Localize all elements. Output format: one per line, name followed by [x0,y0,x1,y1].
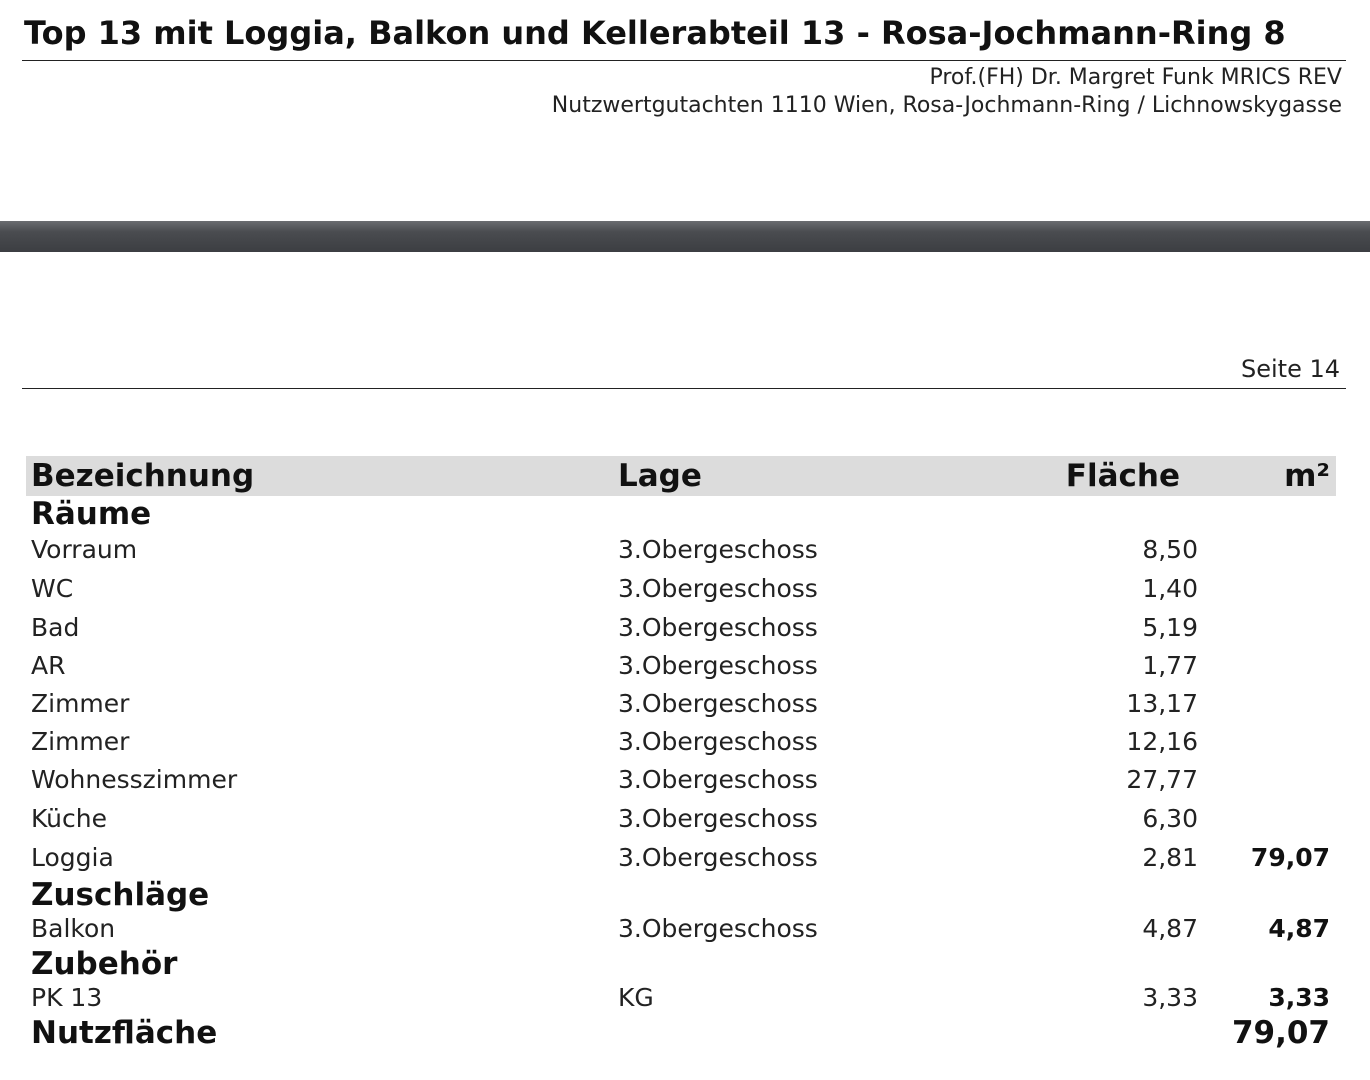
room-lage: KG [618,983,654,1012]
section-title: Zuschläge [31,877,210,913]
area-table [26,456,1336,1055]
col-header-lage: Lage [618,458,702,494]
room-flaeche: 3,33 [1142,983,1198,1012]
section-title: Zubehör [31,946,178,982]
col-header-unit: m² [1284,458,1330,494]
table-row [26,725,1336,763]
page-divider [22,388,1346,389]
room-name: Küche [31,804,107,833]
table-row [26,841,1336,877]
row-sum: 79,07 [1250,843,1330,872]
table-row [26,687,1336,725]
room-flaeche: 13,17 [1126,689,1198,718]
table-row [26,611,1336,649]
table-row [26,981,1336,1015]
document-title: Top 13 mit Loggia, Balkon und Kellerabteil 13 - Rosa-Jochmann-Ring 8 [24,14,1286,52]
room-flaeche: 2,81 [1142,843,1198,872]
room-name: Wohnesszimmer [31,765,238,794]
room-name: AR [31,651,66,680]
row-sum: 3,33 [1268,983,1330,1012]
table-row [26,649,1336,687]
room-lage: 3.Obergeschoss [618,914,818,943]
room-lage: 3.Obergeschoss [618,689,818,718]
table-header [26,456,1336,496]
row-sum: 4,87 [1268,914,1330,943]
table-row [26,802,1336,841]
total-label: Nutzfläche [31,1015,218,1051]
report-subtitle: Nutzwertgutachten 1110 Wien, Rosa-Jochmann-Ring / Lichnowskygasse [551,93,1342,118]
room-name: Loggia [31,843,114,872]
room-name: Vorraum [31,535,138,564]
room-flaeche: 6,30 [1142,804,1198,833]
room-lage: 3.Obergeschoss [618,613,818,642]
table-row [26,763,1336,802]
page-number: Seite 14 [1240,355,1340,383]
room-flaeche: 5,19 [1142,613,1198,642]
section-title: Räume [31,496,152,532]
col-header-flaeche: Fläche [1065,458,1180,494]
header-band [0,221,1370,252]
room-flaeche: 1,77 [1142,651,1198,680]
table-row [26,912,1336,946]
room-lage: 3.Obergeschoss [618,843,818,872]
section-heading-zuschlaege [26,877,1336,912]
table-row [26,572,1336,611]
room-name: Balkon [31,914,116,943]
room-lage: 3.Obergeschoss [618,727,818,756]
section-heading-zubehoer [26,946,1336,981]
room-flaeche: 4,87 [1142,914,1198,943]
room-name: PK 13 [31,983,103,1012]
total-row [26,1015,1336,1055]
room-flaeche: 1,40 [1142,574,1198,603]
author-name: Prof.(FH) Dr. Margret Funk MRICS REV [929,65,1342,90]
col-header-bezeichnung: Bezeichnung [31,458,255,494]
title-divider [22,60,1346,61]
section-heading-raeume [26,496,1336,533]
room-name: Bad [31,613,80,642]
room-name: Zimmer [31,727,130,756]
total-value: 79,07 [1231,1015,1330,1051]
room-flaeche: 8,50 [1142,535,1198,564]
room-lage: 3.Obergeschoss [618,535,818,564]
room-lage: 3.Obergeschoss [618,574,818,603]
room-lage: 3.Obergeschoss [618,651,818,680]
room-flaeche: 12,16 [1126,727,1198,756]
room-lage: 3.Obergeschoss [618,804,818,833]
room-flaeche: 27,77 [1126,765,1198,794]
table-row [26,533,1336,572]
room-name: WC [31,574,74,603]
author-block [552,64,1342,120]
room-lage: 3.Obergeschoss [618,765,818,794]
room-name: Zimmer [31,689,130,718]
